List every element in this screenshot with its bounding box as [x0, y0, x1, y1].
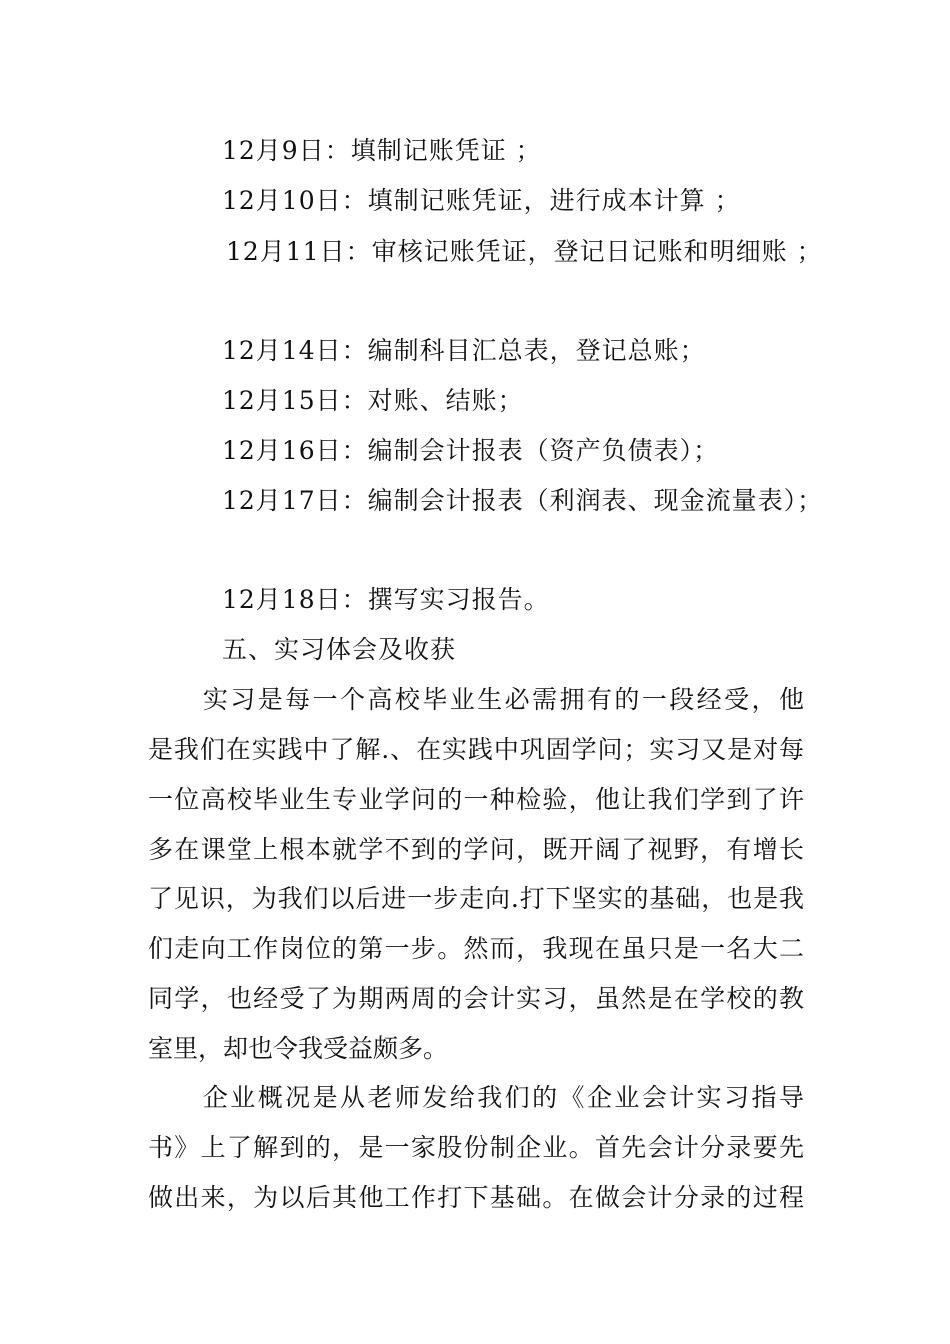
paragraph-line: 们走向工作岗位的第一步。然而，我现在虽只是一名大二 [148, 934, 804, 963]
paragraph-line: 书》上了解到的，是一家股份制企业。首先会计分录要先 [148, 1133, 804, 1162]
schedule-item: 12月16日：编制会计报表（资产负债表）； [222, 436, 720, 465]
paragraph-line: 做出来，为以后其他工作打下基础。在做会计分录的过程 [148, 1183, 804, 1212]
section-heading: 五、实习体会及收获 [222, 635, 457, 664]
paragraph-line: 是我们在实践中了解.、在实践中巩固学问；实习又是对每 [148, 735, 804, 764]
paragraph-line: 多在课堂上根本就学不到的学问，既开阔了视野，有增长 [148, 835, 804, 864]
paragraph-line: 了见识，为我们以后进一步走向.打下坚实的基础，也是我 [148, 884, 804, 913]
schedule-item: 12月11日：审核记账凭证，登记日记账和明细账 ； [226, 237, 823, 266]
schedule-item: 12月9日：填制记账凭证 ； [222, 136, 542, 165]
paragraph-line: 实习是每一个高校毕业生必需拥有的一段经受，他 [148, 685, 804, 714]
schedule-item: 12月18日：撰写实习报告。 [222, 585, 550, 614]
paragraph-line: 室里，却也令我受益颇多。 [148, 1034, 449, 1063]
schedule-item: 12月17日：编制会计报表（利润表、现金流量表）； [222, 486, 824, 515]
schedule-item: 12月10日：填制记账凭证，进行成本计算 ； [222, 186, 741, 215]
paragraph-line: 同学，也经受了为期两周的会计实习，虽然是在学校的教 [148, 984, 804, 1013]
paragraph-line: 企业概况是从老师发给我们的《企业会计实习指导 [148, 1083, 804, 1112]
schedule-item: 12月15日：对账、结账； [222, 386, 524, 415]
paragraph-line: 一位高校毕业生专业学问的一种检验，他让我们学到了许 [148, 785, 804, 814]
schedule-item: 12月14日：编制科目汇总表，登记总账； [222, 336, 706, 365]
